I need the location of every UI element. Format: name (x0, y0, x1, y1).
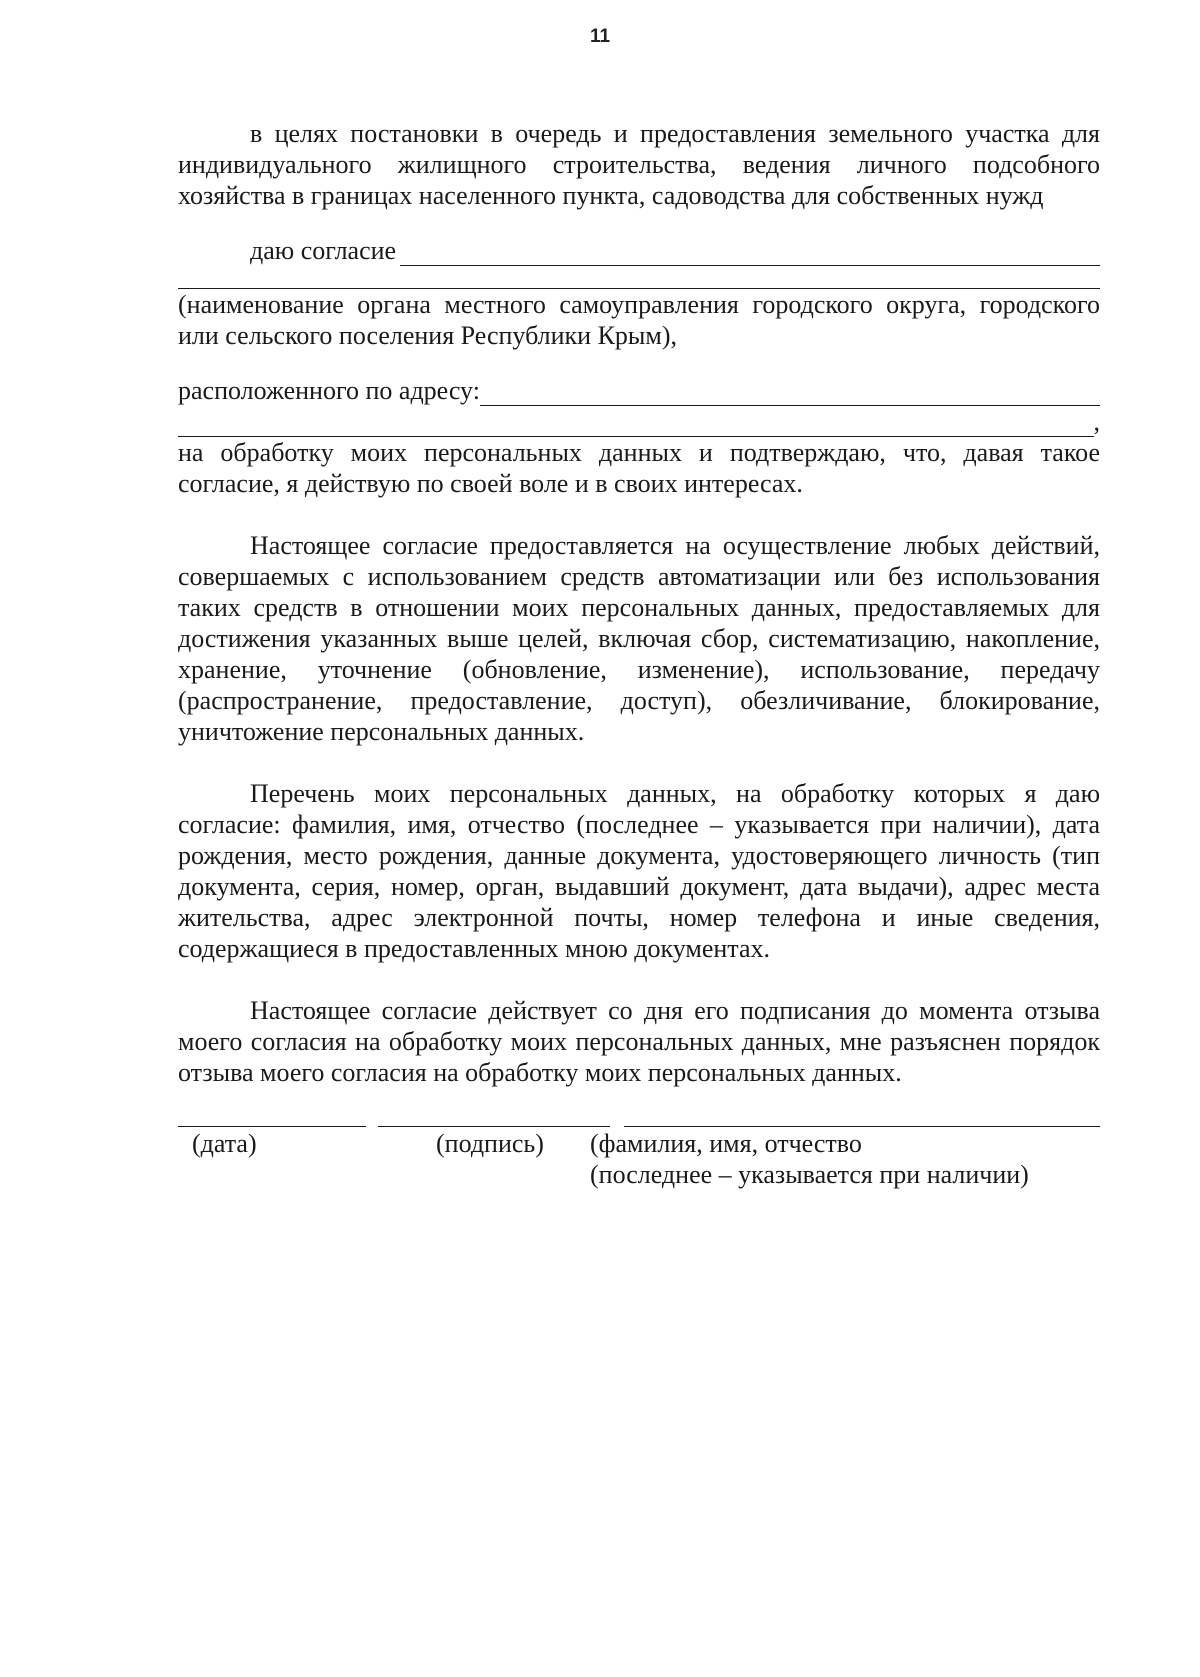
paragraph-actions: Настоящее согласие предоставляется на осуществление любых действий, совершаемых с использованием средств автоматизации или без использования таких средств в отношении моих персональных данных, предоставляемых для достижения указанных выше целей, включая сбор, систематизацию, накопление, хранение, уточнение (обновление, изменение), использование, передачу (распространение, предоставление, доступ), обезличивание, блокирование, уничтожение персональных данных. (178, 531, 1100, 746)
full-name-caption-line-2: (последнее – указывается при наличии) (590, 1160, 1029, 1189)
address-blank-field[interactable] (480, 381, 1100, 406)
document-body (178, 118, 1100, 1198)
address-second-line (178, 406, 1100, 437)
signature-caption: (подпись) (436, 1129, 544, 1158)
signature-blank-field[interactable] (378, 1126, 610, 1127)
full-name-caption-line-1: (фамилия, имя, отчество (590, 1129, 862, 1158)
address-label: расположенного по адресу: (178, 376, 480, 405)
paragraph-data-list: Перечень моих персональных данных, на обработку которых я даю согласие: фамилия, имя, отчество (последнее – указывается при наличии), дата рождения, место рождения, данные документа, удостоверяющего личность (тип документа, серия, номер, орган, выдавший документ, дата выдачи), адрес места жительства, адрес электронной почты, номер телефона и иные сведения, содержащиеся в предоставленных мною документах. (178, 779, 1100, 963)
signature-lines (178, 1112, 1100, 1128)
paragraph-processing: на обработку моих персональных данных и подтверждаю, что, давая такое согласие, я действую по своей воле и в своих интересах. (178, 438, 1100, 498)
page-number: 11 (589, 26, 611, 47)
signature-captions (178, 1128, 1100, 1198)
consent-label: даю согласие (250, 236, 397, 265)
date-caption: (дата) (192, 1129, 257, 1158)
paragraph-purpose: в целях постановки в очередь и предоставления земельного участка для индивидуального жилищного строительства, ведения личного подсобного хозяйства в границах населенного пункта, садоводства для собственных нужд (178, 119, 1100, 210)
address-comma: , (1093, 407, 1100, 436)
consent-line (178, 235, 1100, 266)
paragraph-validity: Настоящее согласие действует со дня его подписания до момента отзыва моего согласия на обработку моих персональных данных, мне разъяснен порядок отзыва моего согласия на обработку моих персональных данных. (178, 996, 1100, 1087)
address-blank-field-continuation[interactable] (178, 414, 1094, 437)
date-blank-field[interactable] (178, 1126, 366, 1127)
consent-blank-field[interactable] (400, 241, 1100, 266)
consent-blank-field-continuation[interactable] (178, 266, 1100, 289)
full-name-blank-field[interactable] (624, 1126, 1100, 1127)
organ-caption: (наименование органа местного самоуправления городского округа, городского или сельского поселения Республики Крым), (178, 290, 1100, 350)
address-line (178, 375, 1100, 406)
